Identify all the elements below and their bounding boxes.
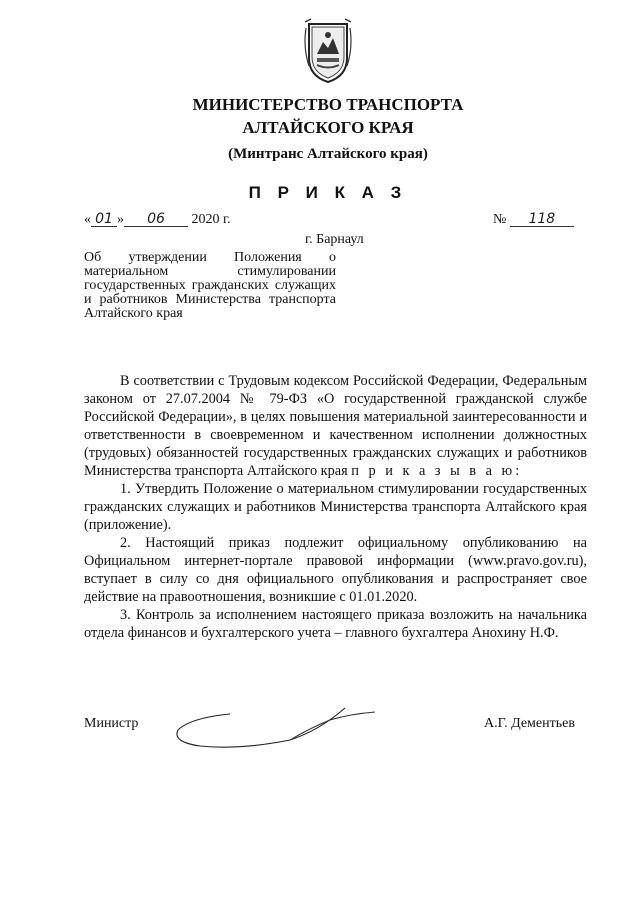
order-date bbox=[84, 212, 231, 228]
date-month: 06 bbox=[124, 212, 188, 227]
document-type-title: П Р И К А З bbox=[248, 183, 408, 202]
order-subject: Об утверждении Положения о материальном стимулировании государственных гражданских служащих и работников Министерства транспорта Алтайского края bbox=[84, 250, 336, 321]
order-word: п р и к а з ы в а ю bbox=[351, 463, 516, 479]
ministry-title-line2: АЛТАЙСКОГО КРАЯ bbox=[242, 118, 414, 137]
item-1: 1. Утвердить Положение о материальном стимулировании государственных гражданских служащих и работников Министерства транспорта Алтайского края (приложение). bbox=[84, 481, 587, 533]
order-number bbox=[493, 212, 574, 228]
preamble-text: В соответствии с Трудовым кодексом Российской Федерации, Федеральным законом от 27.07.2004 № 79-ФЗ «О государственной гражданской службе Российской Федерации», в целях повышения материальной заинтересованности и ответственности в своевременном и качественном исполнении должностных (трудовых) обязанностей государственных гражданских служащих и работников Министерства транспорта Алтайского края bbox=[84, 373, 587, 479]
signatory-name: А.Г. Дементьев bbox=[484, 716, 575, 731]
signatory-role: Министр bbox=[84, 716, 139, 731]
handwritten-signature-icon bbox=[170, 700, 380, 760]
city: г. Барнаул bbox=[305, 232, 364, 247]
item-3: 3. Контроль за исполнением настоящего приказа возложить на начальника отдела финансов и бухгалтерского учета – главного бухгалтера Анохину Н.Ф. bbox=[84, 607, 587, 641]
date-open-quote: « bbox=[84, 212, 91, 227]
coat-of-arms-icon bbox=[303, 18, 353, 84]
number-value: 118 bbox=[510, 212, 574, 227]
ministry-title-line1: МИНИСТЕРСТВО ТРАНСПОРТА bbox=[192, 95, 464, 114]
number-sign: № bbox=[493, 212, 507, 227]
order-colon: : bbox=[515, 463, 520, 479]
date-year: 2020 г. bbox=[191, 212, 231, 227]
date-day: 01 bbox=[91, 212, 117, 227]
order-body bbox=[84, 372, 587, 642]
date-close-quote: » bbox=[117, 212, 124, 227]
ministry-abbrev: (Минтранс Алтайского края) bbox=[228, 146, 428, 162]
preamble bbox=[84, 372, 587, 480]
item-2: 2. Настоящий приказ подлежит официальному опубликованию на Официальном интернет-портале правовой информации (www.pravo.gov.ru), вступает в силу со дня официального опубликования и распространяет свое действие на правоотношения, возникшие с 01.01.2020. bbox=[84, 535, 587, 605]
